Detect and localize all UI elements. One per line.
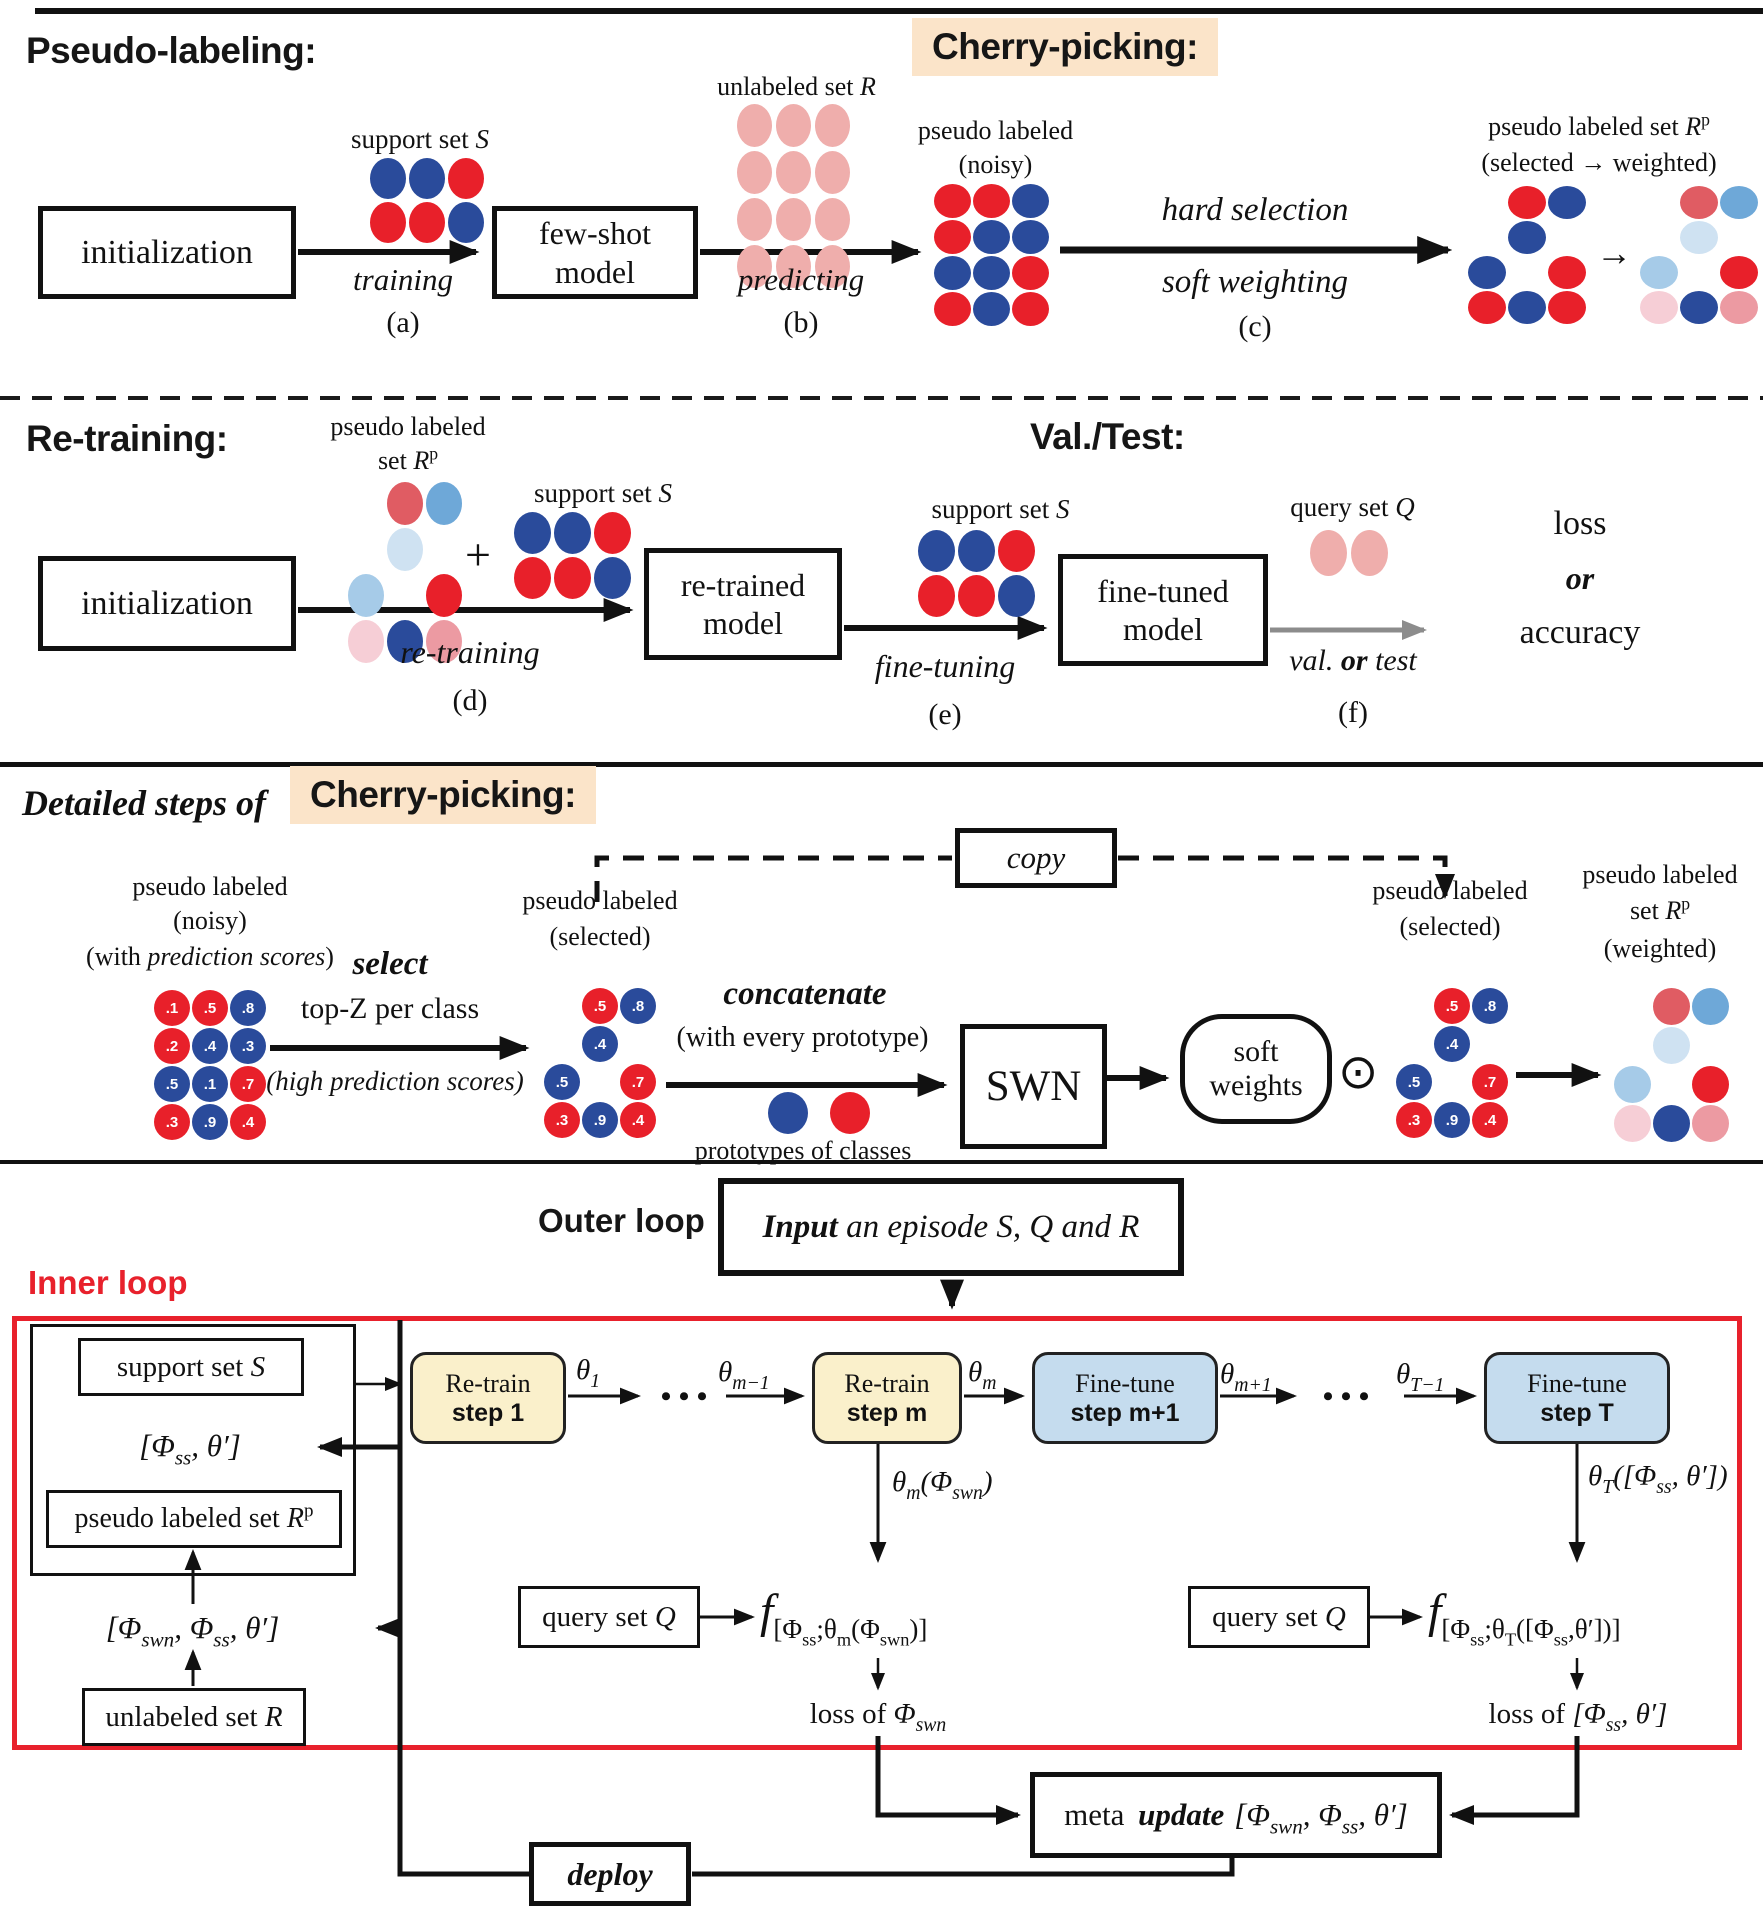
data-dot [348, 574, 384, 617]
line-meta-deploy [692, 1858, 1232, 1874]
data-dot [409, 158, 445, 199]
data-dot: .2 [154, 1028, 190, 1064]
weighted3-label-3: (weighted) [1603, 934, 1717, 963]
data-dot: .5 [192, 990, 228, 1026]
data-dot [1614, 1105, 1651, 1142]
loss-right-label [1428, 1698, 1728, 1736]
data-dot: .5 [154, 1066, 190, 1102]
phi-swn-all-label: [$\Phi_{swn}$, $\Phi_{ss}$, θ′] [105, 1610, 280, 1652]
soft-weighting-label: soft weighting [1161, 264, 1349, 300]
query-set-box-left [518, 1586, 700, 1648]
data-dot: .5 [1396, 1064, 1432, 1100]
step-b-label: (b) [783, 306, 819, 339]
data-dot [554, 512, 591, 554]
data-dot: .4 [1434, 1026, 1470, 1062]
weighted3-label-2: set $R^p$ [1629, 893, 1691, 925]
unlabeled-set-box-label: unlabeled set R [105, 1700, 283, 1733]
data-dot [1508, 291, 1546, 324]
few-shot-model-box [492, 206, 698, 299]
ellipsis-1: • • • [660, 1380, 708, 1413]
data-dot: .8 [1472, 988, 1508, 1024]
meta-word: meta [1064, 1797, 1133, 1832]
loss-word: loss [1553, 505, 1607, 542]
f-right-subscript: [Φss;θT([Φss,θ′])] [1441, 1613, 1621, 1650]
data-dot: .5 [1434, 988, 1470, 1024]
data-dot [1653, 988, 1690, 1025]
noisy-label-2: (noisy) [958, 150, 1033, 179]
arrow-lossR-meta [1452, 1736, 1577, 1815]
fine-tuned-line2: model [1123, 611, 1203, 647]
retrain-stepm-box [812, 1352, 962, 1444]
data-dot: .5 [544, 1064, 580, 1100]
update-word: update [1138, 1797, 1225, 1832]
data-dot [1653, 1027, 1690, 1064]
support-set-label-1: support set S [351, 124, 489, 154]
data-dot [1692, 988, 1729, 1025]
data-dot [594, 557, 631, 599]
concatenate-label: concatenate [723, 976, 887, 1012]
theta-T-phi-label: $\theta_T([\Phi_{ss}$, θ′]) [1588, 1460, 1728, 1498]
data-dot: .8 [620, 988, 656, 1024]
data-dot [768, 1092, 808, 1134]
noisy-scored-dots [154, 990, 266, 1140]
data-dot [973, 256, 1010, 290]
query-set-box-right [1188, 1586, 1370, 1648]
data-dot [1680, 221, 1718, 254]
retrain-step1-box [410, 1352, 566, 1444]
data-dot [1468, 291, 1506, 324]
data-dot [1640, 291, 1678, 324]
retrain-stepm-line2: step m [846, 1398, 928, 1427]
hard-selection-label: hard selection [1161, 192, 1349, 228]
data-dot [934, 292, 971, 326]
odot-symbol: ⊙ [1338, 1044, 1379, 1100]
few-shot-line1: few-shot [539, 215, 651, 252]
support-set-box [78, 1338, 304, 1396]
f-expression-right [1428, 1585, 1621, 1650]
meta-update-math: [$\Phi_{swn}$, $\Phi_{ss}$, θ′] [1234, 1797, 1408, 1839]
query-set-left-label: query set Q [542, 1600, 676, 1633]
data-dot: .9 [582, 1102, 618, 1138]
weights-word: weights [1209, 1069, 1303, 1102]
data-dot: .5 [582, 988, 618, 1024]
loss-left-math: $\Phi_{swn}$ [893, 1698, 947, 1736]
data-dot [737, 104, 772, 147]
data-dot [1012, 220, 1049, 254]
selected-dots-1 [1468, 186, 1586, 324]
noisy3-label-2: (noisy) [173, 906, 247, 935]
cherry-picking-heading-2: Cherry-picking: [290, 766, 596, 824]
copy-label: copy [1006, 840, 1066, 875]
data-dot [830, 1092, 870, 1134]
prototype-dots [768, 1092, 870, 1134]
initialization-box-2 [38, 556, 296, 651]
noisy3-label-1: pseudo labeled [132, 872, 288, 901]
rp-label-2: (selected → weighted) [1481, 148, 1717, 177]
weighted3-label-1: pseudo labeled [1582, 860, 1738, 889]
data-dot: .7 [230, 1066, 266, 1102]
data-dot: .8 [230, 990, 266, 1026]
training-label: training [353, 262, 453, 297]
predicting-label: predicting [737, 262, 865, 297]
episode-sets: S, Q and R [996, 1208, 1140, 1245]
data-dot: .4 [582, 1026, 618, 1062]
deploy-label: deploy [567, 1855, 653, 1892]
data-dot [776, 198, 811, 241]
loss-left-text: loss of [809, 1698, 894, 1730]
data-dot [387, 482, 423, 525]
select-label: select [352, 946, 428, 982]
data-dot [1680, 291, 1718, 324]
val-or-test-label [1258, 644, 1448, 678]
rp2-label-1: pseudo labeled [330, 412, 486, 441]
fine-tuning-label: fine-tuning [874, 648, 1016, 684]
unlabeled-set-label: unlabeled set R [717, 72, 876, 101]
rp-label-1: pseudo labeled set $R^p$ [1488, 109, 1710, 141]
finetune-stepm1-box [1032, 1352, 1218, 1444]
weighted-dots-1 [1640, 186, 1758, 324]
data-dot [737, 151, 772, 194]
topz-label: top-Z per class [300, 992, 480, 1025]
f-symbol-right: f [1428, 1585, 1442, 1638]
data-dot [594, 512, 631, 554]
theta-m-phi-label: $\theta_m(\Phi_{swn})$ [892, 1466, 993, 1504]
data-dot [1548, 256, 1586, 289]
data-dot [973, 220, 1010, 254]
finetune-stepT-box [1484, 1352, 1670, 1444]
copy-box [955, 828, 1117, 888]
data-dot [1692, 1105, 1729, 1142]
theta-m-label: $\theta_m$ [968, 1356, 997, 1394]
f-expression-left [760, 1585, 928, 1650]
pseudo-labeled-set-box [46, 1490, 342, 1548]
finetune-stepm1-line2: step m+1 [1070, 1398, 1180, 1427]
data-dot [776, 104, 811, 147]
retrain-step1-line2: step 1 [451, 1398, 525, 1427]
selected-scored-dots-2 [1396, 988, 1508, 1138]
prototypes-label: prototypes of classes [694, 1136, 912, 1165]
data-dot [1720, 256, 1758, 289]
swn-box [960, 1024, 1107, 1149]
data-dot [934, 184, 971, 218]
deploy-box [529, 1842, 691, 1906]
initialization-label-2: initialization [81, 584, 253, 622]
re-trained-line2: model [703, 605, 783, 641]
data-dot [426, 574, 462, 617]
initialization-box-1 [38, 206, 296, 299]
swn-label: SWN [985, 1063, 1082, 1110]
data-dot [1012, 256, 1049, 290]
data-dot [1640, 256, 1678, 289]
select-to-weight-arrow: → [1596, 233, 1632, 273]
data-dot: .4 [230, 1104, 266, 1140]
data-dot [1012, 184, 1049, 218]
support-set-dots-1 [370, 158, 484, 243]
data-dot [426, 482, 462, 525]
finetune-stepT-line1: Fine-tune [1527, 1368, 1627, 1398]
selected3-label-1: pseudo labeled [522, 886, 678, 915]
data-dot [1508, 186, 1546, 219]
prediction-scores-word: prediction scores [147, 942, 326, 971]
query-set-right-label: query set Q [1212, 1600, 1346, 1633]
data-dot: .1 [154, 990, 190, 1026]
data-dot [934, 220, 971, 254]
data-dot [1692, 1066, 1729, 1103]
outer-loop-label: Outer loop [538, 1202, 705, 1239]
noisy-dots [934, 184, 1049, 326]
data-dot: .3 [544, 1102, 580, 1138]
data-dot [973, 184, 1010, 218]
initialization-label: initialization [81, 233, 253, 271]
data-dot [409, 202, 445, 243]
arrow-lossL-meta [878, 1736, 1018, 1815]
soft-word: soft [1233, 1034, 1279, 1068]
support-set-label-2: support set S [534, 478, 672, 508]
selected4-label-1: pseudo labeled [1372, 876, 1528, 905]
theta-1-label: $\theta_1$ [576, 1354, 601, 1392]
finetune-stepm1-line1: Fine-tune [1075, 1368, 1175, 1398]
data-dot [1614, 1066, 1651, 1103]
phi-ss-theta-label: [$\Phi_{ss}$, θ′] [139, 1428, 241, 1470]
meta-update-box [1030, 1772, 1442, 1858]
data-dot: .3 [1396, 1102, 1432, 1138]
ellipsis-2: • • • [1322, 1380, 1370, 1413]
data-dot [448, 158, 484, 199]
soft-weights-box [1180, 1014, 1332, 1124]
or-word-2: or [1565, 560, 1595, 596]
retrain-step1-line1: Re-train [445, 1368, 531, 1398]
close-paren: ) [325, 942, 334, 971]
data-dot [554, 557, 591, 599]
step-c-label: (c) [1238, 310, 1272, 343]
f-left-subscript: [Φss;θm(Φswn)] [773, 1613, 928, 1650]
re-trained-model-box [644, 548, 842, 660]
data-dot [737, 198, 772, 241]
unlabeled-set-box [82, 1688, 306, 1746]
data-dot [958, 530, 995, 572]
data-dot [1012, 292, 1049, 326]
or-word: or [1340, 644, 1368, 677]
selected-scored-dots-1 [544, 988, 656, 1138]
data-dot [387, 528, 423, 571]
support-set-dots-3 [918, 530, 1035, 617]
theta-m-1-label: $\theta_{m-1}$ [718, 1356, 770, 1394]
data-dot: .4 [620, 1102, 656, 1138]
inner-loop-label: Inner loop [28, 1264, 188, 1301]
data-dot: .7 [620, 1064, 656, 1100]
data-dot [918, 575, 955, 617]
accuracy-word: accuracy [1519, 614, 1641, 651]
step-a-label: (a) [386, 306, 420, 339]
data-dot [1548, 186, 1586, 219]
noisy-label-1: pseudo labeled [917, 116, 1074, 145]
loss-right-math: [$\Phi_{ss}$, θ′] [1572, 1698, 1668, 1736]
data-dot [1720, 291, 1758, 324]
unlabeled-set-dots [737, 104, 850, 288]
data-dot: .9 [192, 1104, 228, 1140]
step-e-label: (e) [928, 698, 962, 731]
data-dot [1548, 291, 1586, 324]
data-dot: .9 [1434, 1102, 1470, 1138]
val-test-title: Val./Test: [1030, 416, 1185, 457]
high-pred-label: (high prediction scores) [266, 1066, 524, 1096]
data-dot [973, 292, 1010, 326]
data-dot [815, 104, 850, 147]
data-dot [998, 530, 1035, 572]
fine-tuned-line1: fine-tuned [1097, 572, 1229, 609]
data-dot [1680, 186, 1718, 219]
query-set-dots [1310, 530, 1388, 576]
re-training-label: re-training [400, 634, 540, 670]
theta-T-1-label: $\theta_{T-1}$ [1396, 1358, 1445, 1396]
input-episode-box [718, 1178, 1184, 1276]
query-set-label: query set Q [1290, 492, 1415, 522]
val-word: val. [1289, 644, 1334, 677]
data-dot [958, 575, 995, 617]
pseudo-labeled-set-box-label: pseudo labeled set $R^p$ [74, 1500, 314, 1534]
loss-left-label [738, 1698, 1018, 1736]
loss-right-text: loss of [1488, 1698, 1573, 1730]
data-dot [1351, 530, 1388, 576]
data-dot [514, 557, 551, 599]
test-word: test [1375, 644, 1417, 677]
data-dot [934, 256, 971, 290]
data-dot [370, 202, 406, 243]
data-dot [918, 530, 955, 572]
data-dot [448, 202, 484, 243]
step-d-label: (d) [452, 684, 488, 717]
input-word: Input [762, 1208, 838, 1245]
with-every-prototype-label: (with every prototype) [676, 1022, 929, 1053]
data-dot [815, 151, 850, 194]
plus-sign: + [465, 529, 491, 580]
an-episode-words: an episode [837, 1208, 997, 1245]
few-shot-line2: model [555, 253, 635, 290]
support-set-label-3: support set S [931, 494, 1070, 524]
data-dot [1653, 1105, 1690, 1142]
data-dot [998, 575, 1035, 617]
data-dot: .1 [192, 1066, 228, 1102]
retrain-stepm-line1: Re-train [844, 1368, 930, 1398]
finetune-stepT-line2: step T [1540, 1398, 1614, 1427]
with-word: (with [86, 942, 148, 971]
data-dot [1720, 186, 1758, 219]
data-dot: .4 [192, 1028, 228, 1064]
section2-title: Re-training: [26, 418, 228, 459]
data-dot: .4 [1472, 1102, 1508, 1138]
data-dot: .3 [154, 1104, 190, 1140]
data-dot [1468, 256, 1506, 289]
step-f-label: (f) [1338, 696, 1368, 729]
cherry-picking-heading: Cherry-picking: [912, 18, 1218, 76]
weighted-dots-3 [1614, 988, 1729, 1142]
data-dot [514, 512, 551, 554]
data-dot: .3 [230, 1028, 266, 1064]
data-dot [1508, 221, 1546, 254]
section1-title: Pseudo-labeling: [26, 30, 317, 71]
support-set-box-label: support set S [116, 1350, 266, 1383]
data-dot [370, 158, 406, 199]
selected3-label-2: (selected) [549, 922, 651, 951]
rp2-label-2: set $R^p$ [377, 443, 439, 475]
fine-tuned-model-box [1058, 554, 1268, 666]
re-trained-line1: re-trained [680, 566, 806, 603]
data-dot [776, 151, 811, 194]
support-set-dots-2 [514, 512, 631, 599]
theta-m-plus-1-label: $\theta_{m+1}$ [1220, 1358, 1272, 1396]
f-symbol-left: f [760, 1585, 774, 1638]
data-dot: .7 [1472, 1064, 1508, 1100]
detailed-steps-title: Detailed steps of [22, 783, 266, 823]
data-dot [1310, 530, 1347, 576]
selected4-label-2: (selected) [1399, 912, 1501, 941]
data-dot [815, 198, 850, 241]
